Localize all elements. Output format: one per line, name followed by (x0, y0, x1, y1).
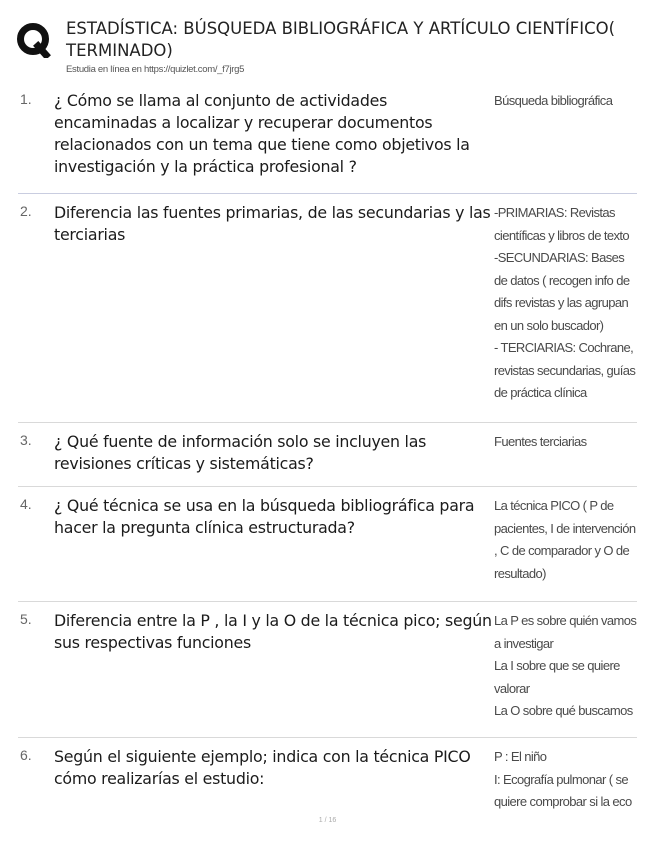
card-question: Diferencia las fuentes primarias, de las secundarias y las terciarias (54, 203, 491, 244)
flashcard-list (18, 82, 637, 838)
card-answer: -PRIMARIAS: Revistas científicas y libros de texto -SECUNDARIAS: Bases de datos ( recogen info de difs revistas y las agrupan en un solo buscador) - TERCIARIAS: Cochrane, revistas secundarias, guías de práctica clínica (494, 205, 636, 400)
flashcard-row (18, 602, 637, 738)
card-question: ¿ Cómo se llama al conjunto de actividades encaminadas a localizar y recuperar documentos relacionados con un tema que tiene como objetivos la investigación y la práctica profesional ? (54, 91, 470, 176)
card-answer: La P es sobre quién vamos a investigar La I sobre que se quiere valorar La O sobre qué buscamos (494, 613, 637, 718)
flashcard-row (18, 194, 637, 423)
card-question: ¿ Qué fuente de información solo se incluyen las revisiones críticas y sistemáticas? (54, 432, 427, 473)
flashcard-row (18, 423, 637, 487)
flashcard-row (18, 82, 637, 194)
flashcard-row (18, 487, 637, 602)
card-number: 5. (20, 611, 32, 627)
document-title: ESTADÍSTICA: BÚSQUEDA BIBLIOGRÁFICA Y ARTÍCULO CIENTÍFICO( TERMINADO) (66, 19, 616, 60)
card-answer: Fuentes terciarias (494, 434, 587, 449)
card-number: 6. (20, 747, 32, 763)
card-answer: La técnica PICO ( P de pacientes, I de intervención , C de comparador y O de resultado) (494, 498, 636, 581)
card-answer: P : El niño I: Ecografía pulmonar ( se quiere comprobar si la eco (494, 749, 632, 809)
page-number: 1 / 16 (318, 817, 337, 824)
study-online-link[interactable]: Estudia en línea en https://quizlet.com/_f7jrg5 (66, 64, 245, 75)
card-number: 3. (20, 432, 32, 448)
card-number: 4. (20, 496, 32, 512)
card-number: 2. (20, 203, 32, 219)
card-question: ¿ Qué técnica se usa en la búsqueda bibliográfica para hacer la pregunta clínica estructurada? (54, 496, 475, 537)
card-question: Según el siguiente ejemplo; indica con la técnica PICO cómo realizarías el estudio: (54, 747, 471, 788)
card-number: 1. (20, 91, 32, 107)
card-question: Diferencia entre la P , la I y la O de la técnica pico; según sus respectivas funciones (54, 611, 492, 652)
quizlet-logo-icon (16, 22, 52, 58)
card-answer: Búsqueda bibliográfica (494, 93, 613, 108)
